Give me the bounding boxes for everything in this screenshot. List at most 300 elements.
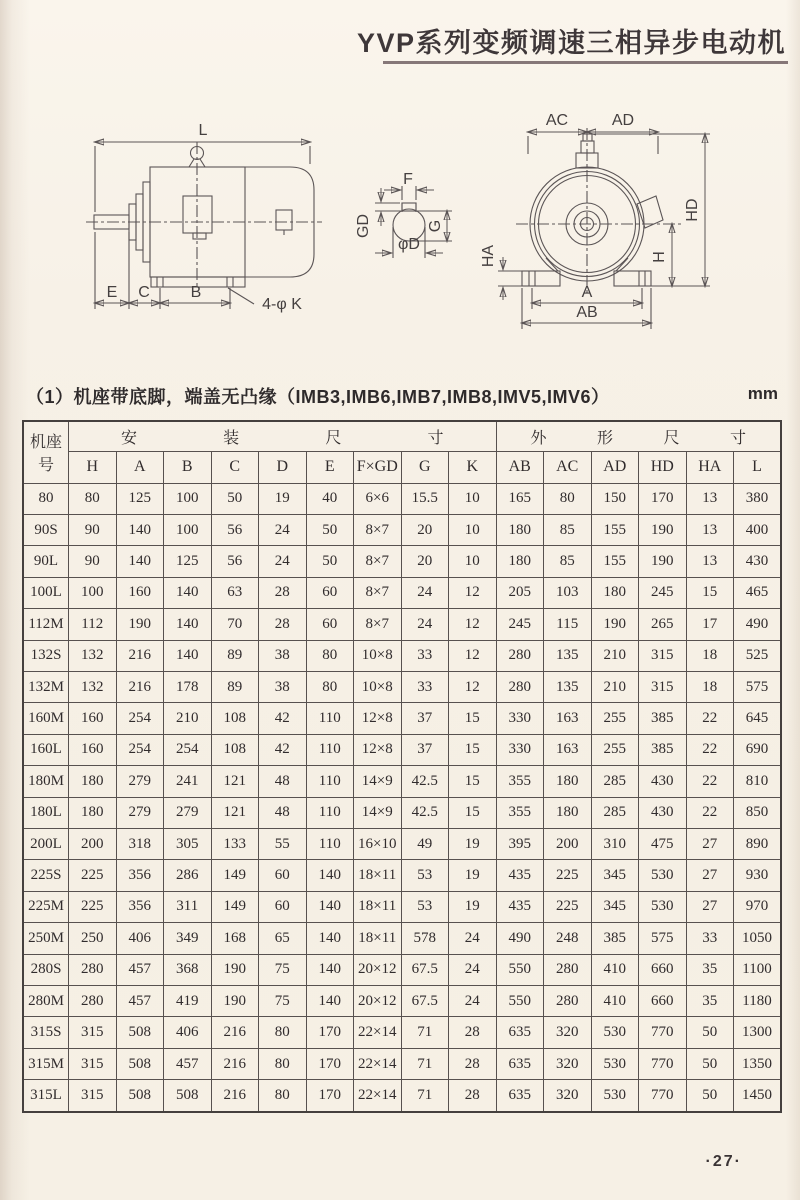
table-cell: 12 xyxy=(449,640,497,671)
table-cell: 318 xyxy=(116,828,164,859)
table-cell: 110 xyxy=(306,797,354,828)
column-header-13: HA xyxy=(686,451,734,483)
table-cell: 71 xyxy=(401,1080,449,1112)
table-cell: 22 xyxy=(686,734,734,765)
shaft-section-view xyxy=(355,171,452,258)
table-cell: 110 xyxy=(306,828,354,859)
table-row xyxy=(23,640,781,671)
table-cell: 48 xyxy=(259,797,307,828)
table-cell: 19 xyxy=(259,483,307,514)
table-cell: 135 xyxy=(544,640,592,671)
table-cell: 18×11 xyxy=(354,923,402,954)
table-cell: 660 xyxy=(639,954,687,985)
table-cell: 19 xyxy=(449,828,497,859)
table-cell: 133 xyxy=(211,828,259,859)
table-cell: 160 xyxy=(69,734,117,765)
motor-front-view xyxy=(480,112,710,329)
table-cell: 149 xyxy=(211,891,259,922)
table-row xyxy=(23,1080,781,1112)
table-cell: 67.5 xyxy=(401,954,449,985)
group-header-outline-dims: 外 形 尺 寸 xyxy=(496,421,781,451)
table-cell: 100 xyxy=(164,514,212,545)
table-cell: 508 xyxy=(116,1017,164,1048)
table-cell: 265 xyxy=(639,609,687,640)
table-cell: 180 xyxy=(69,797,117,828)
table-cell: 850 xyxy=(734,797,782,828)
table-cell: 525 xyxy=(734,640,782,671)
frame-size-cell: 80 xyxy=(23,483,69,514)
table-cell: 248 xyxy=(544,923,592,954)
table-cell: 15 xyxy=(686,577,734,608)
table-cell: 24 xyxy=(401,577,449,608)
dim-label-F: F xyxy=(403,171,413,188)
dim-label-AC: AC xyxy=(545,112,569,129)
dim-label-E: E xyxy=(106,284,118,301)
table-cell: 90 xyxy=(69,546,117,577)
frame-size-cell: 315L xyxy=(23,1080,69,1112)
table-cell: 22×14 xyxy=(354,1048,402,1079)
table-cell: 280 xyxy=(69,986,117,1017)
table-cell: 210 xyxy=(164,703,212,734)
table-cell: 435 xyxy=(496,860,544,891)
frame-size-cell: 132M xyxy=(23,671,69,702)
table-cell: 13 xyxy=(686,546,734,577)
table-cell: 121 xyxy=(211,766,259,797)
table-cell: 60 xyxy=(259,891,307,922)
table-cell: 245 xyxy=(496,609,544,640)
table-cell: 125 xyxy=(164,546,212,577)
table-cell: 49 xyxy=(401,828,449,859)
table-cell: 320 xyxy=(544,1080,592,1112)
table-cell: 37 xyxy=(401,703,449,734)
table-cell: 12 xyxy=(449,671,497,702)
table-cell: 280 xyxy=(496,640,544,671)
table-cell: 279 xyxy=(116,766,164,797)
table-cell: 125 xyxy=(116,483,164,514)
dim-label-L: L xyxy=(198,122,208,139)
table-cell: 355 xyxy=(496,797,544,828)
frame-size-cell: 280M xyxy=(23,986,69,1017)
dim-label-foot-holes: 4-φ K xyxy=(262,296,302,313)
table-cell: 50 xyxy=(211,483,259,514)
frame-size-cell: 315S xyxy=(23,1017,69,1048)
table-cell: 19 xyxy=(449,891,497,922)
frame-size-cell: 112M xyxy=(23,609,69,640)
table-cell: 15 xyxy=(449,734,497,765)
table-cell: 345 xyxy=(591,891,639,922)
table-cell: 550 xyxy=(496,954,544,985)
table-cell: 280 xyxy=(69,954,117,985)
table-cell: 770 xyxy=(639,1017,687,1048)
table-cell: 132 xyxy=(69,671,117,702)
table-cell: 770 xyxy=(639,1080,687,1112)
motor-dimension-drawings xyxy=(0,100,800,362)
group-header-install-dims: 安 装 尺 寸 xyxy=(69,421,497,451)
table-cell: 12×8 xyxy=(354,734,402,765)
frame-size-cell: 225M xyxy=(23,891,69,922)
table-cell: 8×7 xyxy=(354,514,402,545)
table-cell: 140 xyxy=(116,514,164,545)
table-cell: 225 xyxy=(544,891,592,922)
table-cell: 200 xyxy=(544,828,592,859)
table-cell: 410 xyxy=(591,986,639,1017)
table-cell: 22 xyxy=(686,797,734,828)
table-cell: 190 xyxy=(211,954,259,985)
table-row xyxy=(23,923,781,954)
table-cell: 530 xyxy=(591,1080,639,1112)
table-cell: 635 xyxy=(496,1080,544,1112)
table-cell: 210 xyxy=(591,671,639,702)
table-cell: 135 xyxy=(544,671,592,702)
page-number: ·27· xyxy=(705,1153,742,1170)
table-cell: 170 xyxy=(306,1048,354,1079)
table-cell: 18 xyxy=(686,671,734,702)
table-cell: 115 xyxy=(544,609,592,640)
table-cell: 160 xyxy=(116,577,164,608)
table-cell: 180 xyxy=(544,766,592,797)
frame-size-cell: 90S xyxy=(23,514,69,545)
dim-label-B: B xyxy=(190,284,202,301)
table-cell: 255 xyxy=(591,734,639,765)
table-cell: 27 xyxy=(686,891,734,922)
table-row xyxy=(23,703,781,734)
table-cell: 160 xyxy=(69,703,117,734)
table-cell: 225 xyxy=(544,860,592,891)
table-cell: 38 xyxy=(259,671,307,702)
table-cell: 112 xyxy=(69,609,117,640)
table-cell: 280 xyxy=(496,671,544,702)
table-cell: 550 xyxy=(496,986,544,1017)
column-header-4: D xyxy=(259,451,307,483)
table-cell: 50 xyxy=(306,514,354,545)
table-cell: 530 xyxy=(591,1017,639,1048)
table-cell: 410 xyxy=(591,954,639,985)
table-cell: 140 xyxy=(306,954,354,985)
table-row xyxy=(23,609,781,640)
dim-label-G: G xyxy=(427,219,444,233)
table-cell: 33 xyxy=(401,640,449,671)
table-row xyxy=(23,986,781,1017)
table-cell: 38 xyxy=(259,640,307,671)
frame-size-cell: 180M xyxy=(23,766,69,797)
table-cell: 89 xyxy=(211,671,259,702)
dim-label-A: A xyxy=(581,284,593,301)
table-cell: 1450 xyxy=(734,1080,782,1112)
table-row xyxy=(23,577,781,608)
table-cell: 42.5 xyxy=(401,797,449,828)
table-cell: 216 xyxy=(211,1048,259,1079)
table-cell: 12×8 xyxy=(354,703,402,734)
table-cell: 20 xyxy=(401,514,449,545)
table-cell: 110 xyxy=(306,703,354,734)
table-cell: 406 xyxy=(164,1017,212,1048)
table-cell: 48 xyxy=(259,766,307,797)
table-cell: 355 xyxy=(496,766,544,797)
table-cell: 24 xyxy=(401,609,449,640)
table-cell: 575 xyxy=(734,671,782,702)
table-row xyxy=(23,514,781,545)
section-caption: （1）机座带底脚，端盖无凸缘（IMB3,IMB6,IMB7,IMB8,IMV5,IMV6） xyxy=(26,387,610,407)
table-cell: 110 xyxy=(306,734,354,765)
table-cell: 56 xyxy=(211,546,259,577)
table-cell: 645 xyxy=(734,703,782,734)
page-title: YVP系列变频调速三相异步电动机 xyxy=(356,28,786,58)
table-cell: 15 xyxy=(449,703,497,734)
table-row xyxy=(23,734,781,765)
table-cell: 368 xyxy=(164,954,212,985)
table-cell: 140 xyxy=(164,577,212,608)
table-cell: 1350 xyxy=(734,1048,782,1079)
table-row xyxy=(23,797,781,828)
table-cell: 285 xyxy=(591,766,639,797)
table-cell: 380 xyxy=(734,483,782,514)
table-cell: 305 xyxy=(164,828,212,859)
table-cell: 89 xyxy=(211,640,259,671)
motor-side-view xyxy=(86,122,322,313)
table-cell: 80 xyxy=(69,483,117,514)
table-cell: 24 xyxy=(259,546,307,577)
table-cell: 100 xyxy=(69,577,117,608)
table-cell: 280 xyxy=(544,954,592,985)
table-cell: 80 xyxy=(259,1080,307,1112)
table-cell: 14×9 xyxy=(354,766,402,797)
table-cell: 395 xyxy=(496,828,544,859)
table-cell: 457 xyxy=(164,1048,212,1079)
table-cell: 108 xyxy=(211,734,259,765)
corner-header-frame-size: 机座号 xyxy=(23,421,69,483)
table-cell: 149 xyxy=(211,860,259,891)
table-cell: 70 xyxy=(211,609,259,640)
table-cell: 508 xyxy=(116,1080,164,1112)
table-cell: 216 xyxy=(211,1017,259,1048)
dim-label-HD: HD xyxy=(684,198,701,222)
table-cell: 349 xyxy=(164,923,212,954)
column-header-12: HD xyxy=(639,451,687,483)
table-cell: 110 xyxy=(306,766,354,797)
table-cell: 690 xyxy=(734,734,782,765)
table-cell: 465 xyxy=(734,577,782,608)
table-cell: 20×12 xyxy=(354,954,402,985)
table-cell: 140 xyxy=(306,923,354,954)
table-cell: 419 xyxy=(164,986,212,1017)
table-cell: 200 xyxy=(69,828,117,859)
column-header-6: F×GD xyxy=(354,451,402,483)
table-cell: 121 xyxy=(211,797,259,828)
table-cell: 320 xyxy=(544,1017,592,1048)
table-cell: 180 xyxy=(69,766,117,797)
table-cell: 10 xyxy=(449,514,497,545)
table-cell: 22 xyxy=(686,703,734,734)
table-cell: 170 xyxy=(306,1080,354,1112)
table-cell: 330 xyxy=(496,734,544,765)
table-cell: 190 xyxy=(211,986,259,1017)
table-cell: 24 xyxy=(259,514,307,545)
table-cell: 132 xyxy=(69,640,117,671)
table-cell: 100 xyxy=(164,483,212,514)
table-cell: 400 xyxy=(734,514,782,545)
table-cell: 18×11 xyxy=(354,891,402,922)
column-header-2: B xyxy=(164,451,212,483)
title-underline xyxy=(383,61,788,64)
table-cell: 475 xyxy=(639,828,687,859)
table-cell: 35 xyxy=(686,986,734,1017)
table-cell: 18 xyxy=(686,640,734,671)
table-cell: 430 xyxy=(734,546,782,577)
table-cell: 33 xyxy=(401,671,449,702)
table-cell: 140 xyxy=(306,986,354,1017)
table-row xyxy=(23,860,781,891)
table-cell: 530 xyxy=(591,1048,639,1079)
table-cell: 40 xyxy=(306,483,354,514)
table-cell: 10×8 xyxy=(354,671,402,702)
frame-size-cell: 250M xyxy=(23,923,69,954)
table-row xyxy=(23,828,781,859)
table-cell: 10 xyxy=(449,483,497,514)
table-cell: 178 xyxy=(164,671,212,702)
table-cell: 180 xyxy=(544,797,592,828)
table-cell: 310 xyxy=(591,828,639,859)
table-cell: 55 xyxy=(259,828,307,859)
table-cell: 75 xyxy=(259,954,307,985)
table-cell: 10×8 xyxy=(354,640,402,671)
table-cell: 14×9 xyxy=(354,797,402,828)
table-cell: 530 xyxy=(639,891,687,922)
table-cell: 28 xyxy=(449,1048,497,1079)
table-cell: 80 xyxy=(306,640,354,671)
table-cell: 315 xyxy=(69,1048,117,1079)
column-header-5: E xyxy=(306,451,354,483)
table-cell: 1050 xyxy=(734,923,782,954)
table-cell: 254 xyxy=(116,703,164,734)
table-cell: 285 xyxy=(591,797,639,828)
table-cell: 15 xyxy=(449,797,497,828)
table-cell: 356 xyxy=(116,891,164,922)
column-header-9: AB xyxy=(496,451,544,483)
table-cell: 311 xyxy=(164,891,212,922)
table-cell: 190 xyxy=(591,609,639,640)
table-row xyxy=(23,891,781,922)
table-cell: 8×7 xyxy=(354,546,402,577)
table-row xyxy=(23,671,781,702)
table-cell: 320 xyxy=(544,1048,592,1079)
table-cell: 385 xyxy=(591,923,639,954)
table-cell: 60 xyxy=(306,577,354,608)
table-cell: 286 xyxy=(164,860,212,891)
table-row xyxy=(23,954,781,985)
table-cell: 67.5 xyxy=(401,986,449,1017)
table-cell: 216 xyxy=(116,671,164,702)
table-cell: 180 xyxy=(591,577,639,608)
table-cell: 75 xyxy=(259,986,307,1017)
dim-label-phiD: φD xyxy=(398,236,420,253)
frame-size-cell: 180L xyxy=(23,797,69,828)
table-cell: 10 xyxy=(449,546,497,577)
table-cell: 180 xyxy=(496,514,544,545)
table-cell: 205 xyxy=(496,577,544,608)
table-cell: 1300 xyxy=(734,1017,782,1048)
table-cell: 254 xyxy=(116,734,164,765)
table-cell: 42 xyxy=(259,734,307,765)
table-row xyxy=(23,546,781,577)
table-cell: 315 xyxy=(639,671,687,702)
table-cell: 254 xyxy=(164,734,212,765)
table-cell: 50 xyxy=(686,1048,734,1079)
table-cell: 635 xyxy=(496,1048,544,1079)
table-cell: 225 xyxy=(69,891,117,922)
table-cell: 71 xyxy=(401,1017,449,1048)
table-cell: 180 xyxy=(496,546,544,577)
table-cell: 245 xyxy=(639,577,687,608)
dim-label-C: C xyxy=(138,284,150,301)
column-header-10: AC xyxy=(544,451,592,483)
table-cell: 490 xyxy=(734,609,782,640)
table-cell: 385 xyxy=(639,703,687,734)
table-cell: 28 xyxy=(449,1017,497,1048)
frame-size-cell: 315M xyxy=(23,1048,69,1079)
table-cell: 190 xyxy=(116,609,164,640)
dim-label-HA: HA xyxy=(480,244,497,268)
table-row xyxy=(23,483,781,514)
frame-size-cell: 100L xyxy=(23,577,69,608)
table-cell: 28 xyxy=(259,577,307,608)
table-cell: 970 xyxy=(734,891,782,922)
table-cell: 80 xyxy=(259,1017,307,1048)
table-cell: 12 xyxy=(449,577,497,608)
table-cell: 33 xyxy=(686,923,734,954)
frame-size-cell: 200L xyxy=(23,828,69,859)
dim-label-AD: AD xyxy=(611,112,635,129)
table-row xyxy=(23,1048,781,1079)
table-cell: 508 xyxy=(164,1080,212,1112)
table-cell: 508 xyxy=(116,1048,164,1079)
table-cell: 60 xyxy=(259,860,307,891)
table-cell: 22×14 xyxy=(354,1080,402,1112)
table-cell: 140 xyxy=(164,640,212,671)
table-cell: 216 xyxy=(211,1080,259,1112)
table-column-header-row xyxy=(23,451,781,483)
table-cell: 770 xyxy=(639,1048,687,1079)
table-cell: 250 xyxy=(69,923,117,954)
table-cell: 435 xyxy=(496,891,544,922)
table-cell: 530 xyxy=(639,860,687,891)
table-cell: 27 xyxy=(686,860,734,891)
table-cell: 6×6 xyxy=(354,483,402,514)
table-cell: 85 xyxy=(544,514,592,545)
table-cell: 71 xyxy=(401,1048,449,1079)
table-cell: 19 xyxy=(449,860,497,891)
table-cell: 190 xyxy=(639,546,687,577)
table-cell: 345 xyxy=(591,860,639,891)
table-cell: 356 xyxy=(116,860,164,891)
dimension-table xyxy=(22,420,782,1113)
table-cell: 315 xyxy=(639,640,687,671)
table-cell: 163 xyxy=(544,703,592,734)
table-cell: 42 xyxy=(259,703,307,734)
table-cell: 430 xyxy=(639,766,687,797)
frame-size-cell: 280S xyxy=(23,954,69,985)
table-cell: 430 xyxy=(639,797,687,828)
table-cell: 35 xyxy=(686,954,734,985)
table-cell: 1180 xyxy=(734,986,782,1017)
table-cell: 635 xyxy=(496,1017,544,1048)
table-cell: 13 xyxy=(686,514,734,545)
table-cell: 53 xyxy=(401,860,449,891)
table-cell: 170 xyxy=(639,483,687,514)
table-cell: 24 xyxy=(449,954,497,985)
table-cell: 24 xyxy=(449,986,497,1017)
table-cell: 80 xyxy=(306,671,354,702)
column-header-14: L xyxy=(734,451,782,483)
